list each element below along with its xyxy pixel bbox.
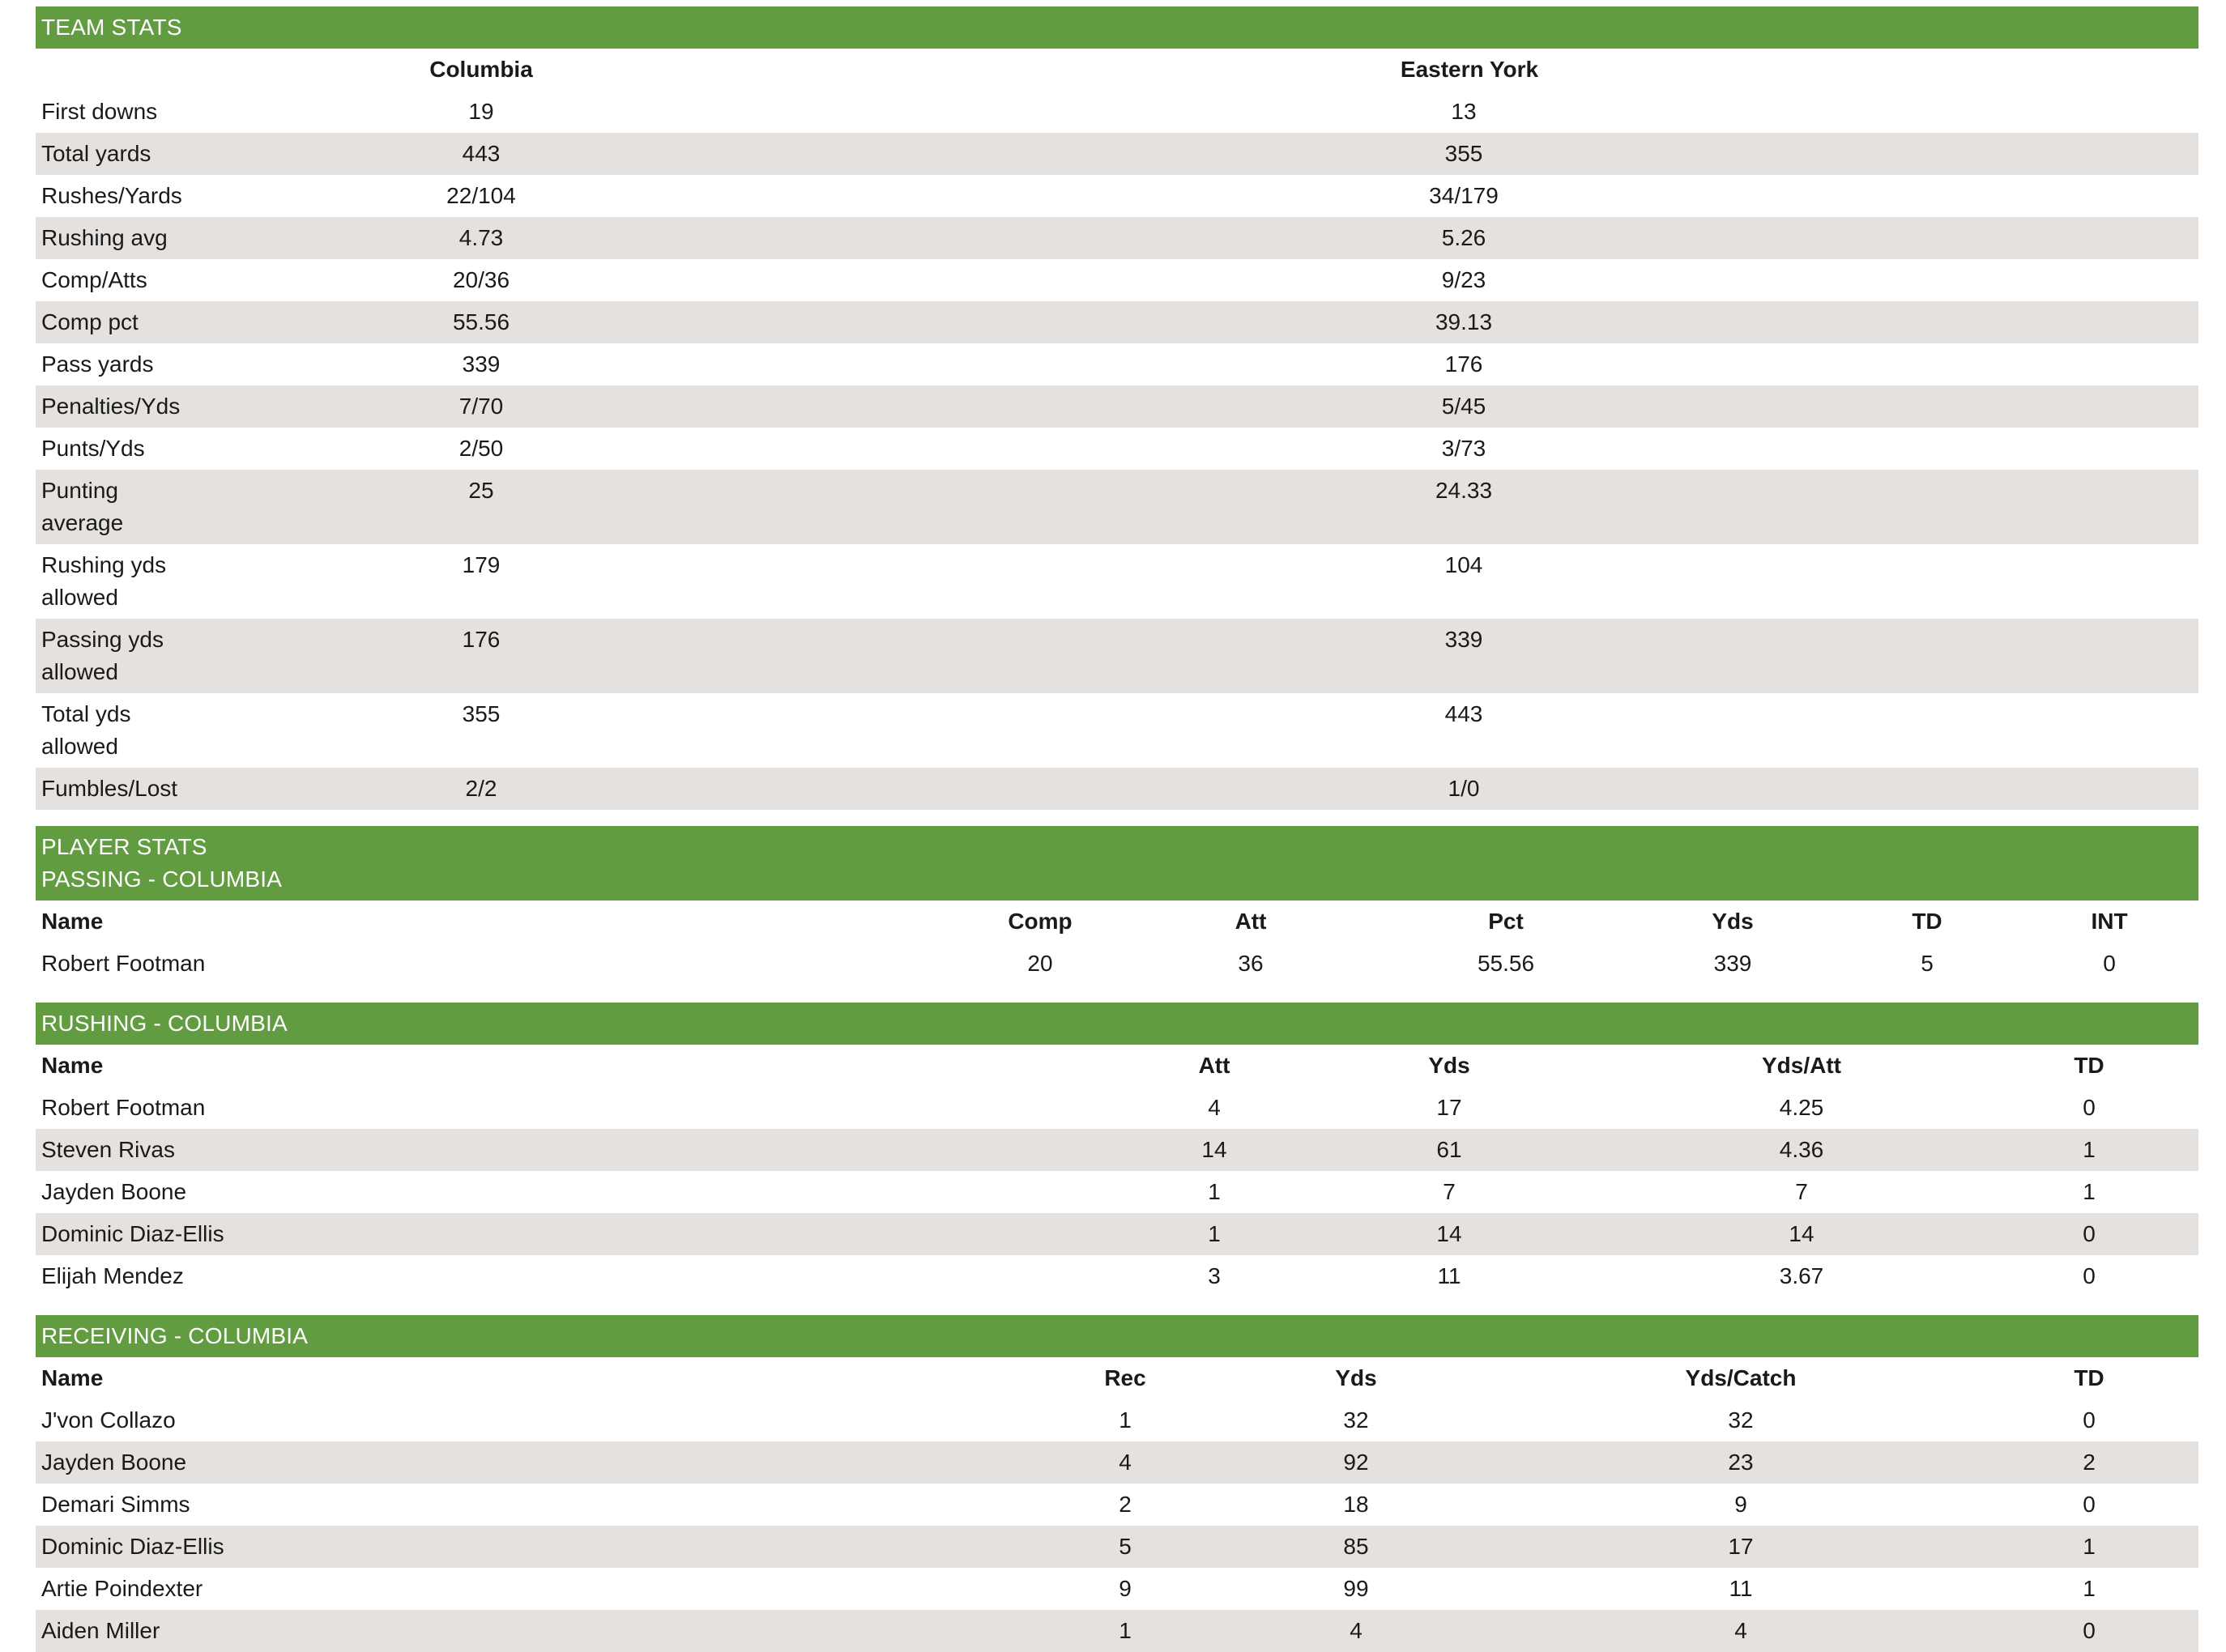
team-stat-value-b: 5/45 — [927, 385, 1559, 428]
section-gap — [36, 1297, 2198, 1315]
passing-title: PASSING - COLUMBIA — [41, 866, 283, 892]
rushing-table — [36, 1045, 2198, 1297]
receiving-stat-cell: 0 — [2083, 1492, 2096, 1517]
team-stat-row — [36, 301, 2198, 343]
rushing-stat-cell: 3.67 — [1779, 1263, 1824, 1288]
receiving-stat-cell: 2 — [1119, 1492, 1132, 1517]
rushing-stat-cell: 0 — [2083, 1263, 2096, 1288]
team-stat-spacer — [1559, 693, 2198, 768]
player-name: Steven Rivas — [36, 1129, 1154, 1171]
player-name: Robert Footman — [41, 1095, 206, 1120]
team-stat-spacer — [1559, 385, 2198, 428]
team-stat-value-a: 443 — [392, 133, 927, 175]
team-stat-label: Total yds allowed — [41, 701, 131, 759]
player-name: Aiden Miller — [36, 1610, 1040, 1652]
rushing-stat-cell: 11 — [1437, 1263, 1461, 1288]
team-stat-spacer — [1559, 428, 2198, 470]
rushing-col-header: Yds/Att — [1762, 1053, 1841, 1078]
team-header-a: Columbia — [429, 57, 533, 82]
rushing-row — [36, 1129, 2198, 1171]
team-stat-label: Punts/Yds — [41, 436, 145, 461]
team-stat-value-a: 7/70 — [392, 385, 927, 428]
receiving-col-header: Name — [41, 1365, 104, 1390]
player-name: Elijah Mendez — [41, 1263, 184, 1288]
team-stat-spacer — [1559, 133, 2198, 175]
receiving-stat-cell: 0 — [2083, 1407, 2096, 1433]
section-gap — [36, 810, 2198, 826]
team-stat-label: Comp/Atts — [41, 267, 147, 292]
rushing-stat-cell: 4.36 — [1623, 1129, 1980, 1171]
receiving-title: RECEIVING - COLUMBIA — [41, 1323, 309, 1348]
rushing-col-header: TD — [2074, 1053, 2104, 1078]
receiving-stat-cell: 18 — [1343, 1492, 1369, 1517]
receiving-row — [36, 1484, 2198, 1526]
player-name: Jayden Boone — [41, 1179, 187, 1204]
team-stat-label: First downs — [41, 99, 158, 124]
passing-col-header: Pct — [1488, 909, 1524, 934]
player-name: Dominic Diaz-Ellis — [36, 1213, 1154, 1255]
rushing-stat-cell: 14 — [1275, 1213, 1623, 1255]
passing-col-header: INT — [2091, 909, 2128, 934]
team-stat-value-b: 443 — [1444, 701, 1483, 726]
rushing-stat-cell: 17 — [1436, 1095, 1462, 1120]
rushing-stat-cell: 1 — [1980, 1129, 2198, 1171]
passing-stat-cell: 36 — [1238, 951, 1264, 976]
receiving-stat-cell: 5 — [1040, 1526, 1210, 1568]
receiving-stat-cell: 9 — [1734, 1492, 1747, 1517]
receiving-col-header: Yds/Catch — [1685, 1365, 1797, 1390]
player-name: Dominic Diaz-Ellis — [36, 1526, 1040, 1568]
team-stat-row — [36, 385, 2198, 428]
team-stat-value-a: 25 — [392, 470, 927, 544]
team-stat-spacer — [1559, 91, 2198, 133]
stats-page — [36, 6, 2198, 1652]
rushing-stat-cell: 1 — [1208, 1179, 1221, 1204]
rushing-row — [36, 1087, 2198, 1129]
passing-stat-cell: 5 — [1921, 951, 1934, 976]
passing-row — [36, 943, 2198, 985]
receiving-stat-cell: 9 — [1119, 1576, 1132, 1601]
team-stat-label: Fumbles/Lost — [36, 768, 392, 810]
receiving-col-header: Yds — [1335, 1365, 1377, 1390]
section-gap — [36, 985, 2198, 1003]
team-stat-spacer — [1559, 217, 2198, 259]
team-stat-label: Rushing avg — [36, 217, 392, 259]
rushing-col-header: Att — [1198, 1053, 1230, 1078]
receiving-stat-cell: 0 — [1980, 1610, 2198, 1652]
rushing-row — [36, 1171, 2198, 1213]
team-stats-table — [36, 49, 2198, 810]
passing-stat-cell: 20 — [1027, 951, 1053, 976]
team-stat-value-a: 2/50 — [458, 436, 504, 461]
team-stats-spacer — [1559, 49, 2198, 91]
player-name: Robert Footman — [41, 951, 206, 976]
team-stat-row — [36, 259, 2198, 301]
rushing-stat-cell: 14 — [1623, 1213, 1980, 1255]
team-stat-spacer — [1559, 343, 2198, 385]
team-stat-label: Pass yards — [41, 351, 154, 377]
team-stat-value-a: 176 — [392, 619, 927, 693]
team-stat-row — [36, 133, 2198, 175]
team-stat-value-a: 4.73 — [392, 217, 927, 259]
team-stat-value-b: 355 — [927, 133, 1559, 175]
team-stat-value-b: 13 — [1451, 99, 1477, 124]
rushing-stat-cell: 1 — [2083, 1179, 2096, 1204]
team-stat-spacer — [1559, 768, 2198, 810]
player-stats-header — [36, 826, 2198, 901]
team-stat-spacer — [1559, 259, 2198, 301]
team-stat-value-b: 176 — [1444, 351, 1483, 377]
team-stat-label: Punting average — [36, 470, 392, 544]
team-stat-value-b: 339 — [927, 619, 1559, 693]
team-stat-label: Comp pct — [36, 301, 392, 343]
passing-stat-cell: 55.56 — [1477, 951, 1535, 976]
receiving-stat-cell: 1 — [2083, 1576, 2096, 1601]
rushing-stat-cell: 7 — [1795, 1179, 1808, 1204]
team-stat-row — [36, 175, 2198, 217]
receiving-stat-cell: 23 — [1502, 1441, 1980, 1484]
team-stat-row — [36, 768, 2198, 810]
receiving-row — [36, 1399, 2198, 1441]
passing-stat-cell: 339 — [1713, 951, 1752, 976]
team-stat-value-b: 3/73 — [1441, 436, 1486, 461]
receiving-stat-cell: 32 — [1343, 1407, 1369, 1433]
rushing-stat-cell: 1 — [1154, 1213, 1275, 1255]
team-stat-label: Rushes/Yards — [41, 183, 182, 208]
receiving-stat-cell: 1 — [1119, 1407, 1132, 1433]
player-name: Demari Simms — [41, 1492, 190, 1517]
team-stat-value-a: 2/2 — [392, 768, 927, 810]
receiving-row — [36, 1526, 2198, 1568]
receiving-col-header: TD — [2074, 1365, 2104, 1390]
team-stat-value-b: 24.33 — [927, 470, 1559, 544]
rushing-title: RUSHING - COLUMBIA — [41, 1011, 288, 1036]
team-stat-spacer — [1559, 619, 2198, 693]
passing-col-header: TD — [1912, 909, 1942, 934]
rushing-stat-cell: 4 — [1208, 1095, 1221, 1120]
team-stat-row — [36, 544, 2198, 619]
rushing-stat-cell: 61 — [1275, 1129, 1623, 1171]
rushing-stat-cell: 14 — [1154, 1129, 1275, 1171]
team-stat-value-a: 339 — [462, 351, 501, 377]
team-stat-value-b: 104 — [1444, 552, 1483, 577]
rushing-stat-cell: 0 — [2083, 1095, 2096, 1120]
receiving-table — [36, 1357, 2198, 1652]
receiving-stat-cell: 32 — [1728, 1407, 1754, 1433]
team-stat-value-b: 1/0 — [927, 768, 1559, 810]
team-stat-spacer — [1559, 175, 2198, 217]
receiving-stat-cell: 2 — [1980, 1441, 2198, 1484]
passing-table — [36, 901, 2198, 985]
team-stat-value-a: 179 — [462, 552, 501, 577]
rushing-stat-cell: 7 — [1443, 1179, 1456, 1204]
team-stat-value-a: 55.56 — [392, 301, 927, 343]
player-stats-title: PLAYER STATS — [41, 834, 207, 859]
team-stat-label: Penalties/Yds — [36, 385, 392, 428]
receiving-stat-cell: 85 — [1210, 1526, 1502, 1568]
team-stat-value-b: 5.26 — [927, 217, 1559, 259]
passing-header-row — [36, 901, 2198, 943]
team-stat-label: Passing yds allowed — [36, 619, 392, 693]
team-stat-row — [36, 343, 2198, 385]
team-stat-row — [36, 470, 2198, 544]
team-stat-value-a: 19 — [468, 99, 494, 124]
team-stat-value-a: 20/36 — [452, 267, 510, 292]
team-stat-spacer — [1559, 544, 2198, 619]
team-stat-label: Rushing yds allowed — [41, 552, 167, 610]
team-stats-label-header — [36, 49, 392, 91]
receiving-col-header: Rec — [1104, 1365, 1146, 1390]
rushing-stat-cell: 3 — [1208, 1263, 1221, 1288]
receiving-row — [36, 1568, 2198, 1610]
receiving-stat-cell: 4 — [1210, 1610, 1502, 1652]
rushing-col-header: Name — [41, 1053, 104, 1078]
receiving-stat-cell: 1 — [1040, 1610, 1210, 1652]
player-name: Artie Poindexter — [41, 1576, 203, 1601]
team-stats-title: TEAM STATS — [41, 15, 182, 40]
receiving-stat-cell: 4 — [1502, 1610, 1980, 1652]
team-stat-value-b: 34/179 — [1429, 183, 1499, 208]
rushing-stat-cell: 4.25 — [1779, 1095, 1824, 1120]
team-stat-value-b: 39.13 — [927, 301, 1559, 343]
rushing-row — [36, 1213, 2198, 1255]
team-stat-row — [36, 217, 2198, 259]
rushing-col-header: Yds — [1428, 1053, 1470, 1078]
team-stat-value-a: 22/104 — [446, 183, 516, 208]
receiving-stat-cell: 1 — [1980, 1526, 2198, 1568]
receiving-row — [36, 1441, 2198, 1484]
team-stats-header — [36, 6, 2198, 49]
team-stat-row — [36, 91, 2198, 133]
receiving-header-row — [36, 1357, 2198, 1399]
team-stat-spacer — [1559, 470, 2198, 544]
receiving-stat-cell: 4 — [1040, 1441, 1210, 1484]
team-stats-header-row — [36, 49, 2198, 91]
team-stat-row — [36, 693, 2198, 768]
receiving-row — [36, 1610, 2198, 1652]
receiving-stat-cell: 99 — [1343, 1576, 1369, 1601]
team-stat-value-b: 9/23 — [1441, 267, 1486, 292]
team-stat-label: Total yards — [36, 133, 392, 175]
passing-col-header: Name — [41, 909, 104, 934]
team-stat-spacer — [1559, 301, 2198, 343]
player-name: Jayden Boone — [36, 1441, 1040, 1484]
rushing-header-row — [36, 1045, 2198, 1087]
team-stat-value-a: 355 — [462, 701, 501, 726]
passing-col-header: Att — [1235, 909, 1267, 934]
rushing-row — [36, 1255, 2198, 1297]
player-name: J'von Collazo — [41, 1407, 176, 1433]
rushing-header — [36, 1003, 2198, 1045]
rushing-stat-cell: 0 — [1980, 1213, 2198, 1255]
passing-col-header: Comp — [1008, 909, 1072, 934]
team-stat-row — [36, 428, 2198, 470]
receiving-stat-cell: 92 — [1210, 1441, 1502, 1484]
receiving-stat-cell: 11 — [1729, 1576, 1753, 1601]
receiving-header — [36, 1315, 2198, 1357]
team-header-b: Eastern York — [1400, 57, 1539, 82]
receiving-stat-cell: 17 — [1502, 1526, 1980, 1568]
passing-stat-cell: 0 — [2103, 951, 2116, 976]
passing-col-header: Yds — [1712, 909, 1754, 934]
team-stat-row — [36, 619, 2198, 693]
